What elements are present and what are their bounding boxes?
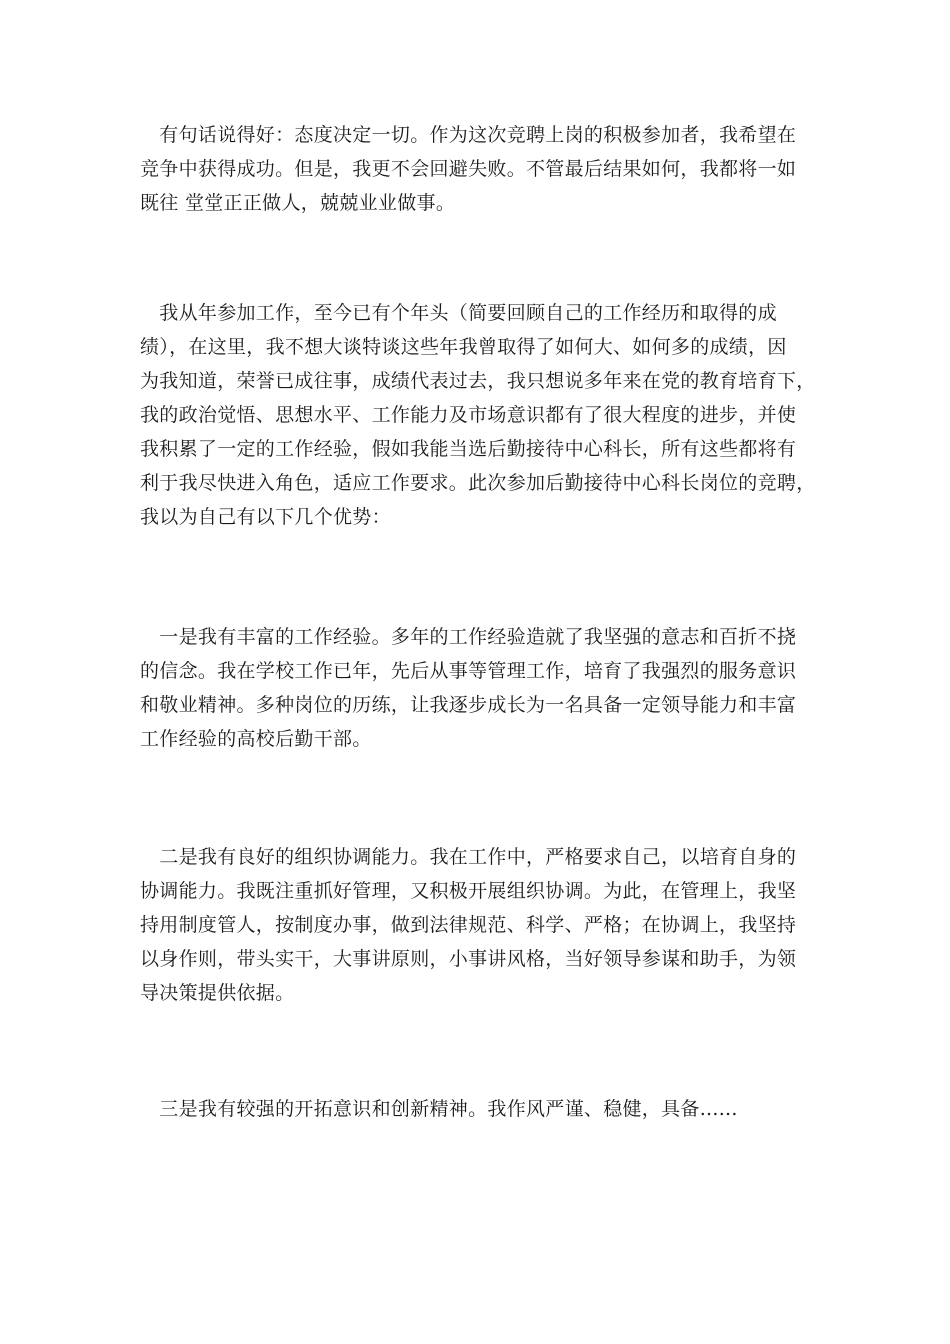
text-line: 一是我有丰富的工作经验。多年的工作经验造就了我坚强的意志和百折不挠 bbox=[140, 626, 797, 648]
text-line: 有句话说得好：态度决定一切。作为这次竞聘上岗的积极参加者，我希望在 bbox=[140, 124, 797, 146]
text-line: 绩），在这里，我不想大谈特谈这些年我曾取得了如何大、如何多的成绩，因 bbox=[140, 336, 787, 358]
text-line: 的信念。我在学校工作已年，先后从事等管理工作，培育了我强烈的服务意识 bbox=[140, 660, 797, 682]
text-line: 工作经验的高校后勤干部。 bbox=[140, 728, 372, 750]
text-line: 竞争中获得成功。但是，我更不会回避失败。不管最后结果如何，我都将一如 bbox=[140, 158, 797, 180]
text-line: 我从年参加工作，至今已有个年头（简要回顾自己的工作经历和取得的成 bbox=[140, 302, 777, 324]
paragraph-work-history bbox=[140, 296, 816, 534]
paragraph-attitude bbox=[140, 118, 810, 220]
text-line: 我的政治觉悟、思想水平、工作能力及市场意识都有了很大程度的进步，并使 bbox=[140, 404, 797, 426]
text-line: 持用制度管人，按制度办事，做到法律规范、科学、严格；在协调上，我坚持 bbox=[140, 914, 797, 936]
text-line: 二是我有良好的组织协调能力。我在工作中，严格要求自己，以培育自身的 bbox=[140, 846, 797, 868]
text-line: 为我知道，荣誉已成往事，成绩代表过去，我只想说多年来在党的教育培育下， bbox=[140, 370, 816, 392]
text-line: 我以为自己有以下几个优势： bbox=[140, 506, 391, 528]
paragraph-experience bbox=[140, 620, 810, 756]
text-line: 利于我尽快进入角色，适应工作要求。此次参加后勤接待中心科长岗位的竞聘， bbox=[140, 472, 816, 494]
paragraph-innovation bbox=[140, 1092, 810, 1126]
text-line: 三是我有较强的开拓意识和创新精神。我作风严谨、稳健，具备...... bbox=[140, 1098, 738, 1120]
text-line: 协调能力。我既注重抓好管理，又积极开展组织协调。为此，在管理上，我坚 bbox=[140, 880, 797, 902]
text-line: 和敬业精神。多种岗位的历练，让我逐步成长为一名具备一定领导能力和丰富 bbox=[140, 694, 797, 716]
text-line: 以身作则，带头实干，大事讲原则，小事讲风格，当好领导参谋和助手，为领 bbox=[140, 948, 797, 970]
text-line: 既往 堂堂正正做人，兢兢业业做事。 bbox=[140, 192, 456, 214]
paragraph-coordination bbox=[140, 840, 810, 1010]
text-line: 我积累了一定的工作经验，假如我能当选后勤接待中心科长，所有这些都将有 bbox=[140, 438, 797, 460]
text-line: 导决策提供依据。 bbox=[140, 982, 295, 1004]
